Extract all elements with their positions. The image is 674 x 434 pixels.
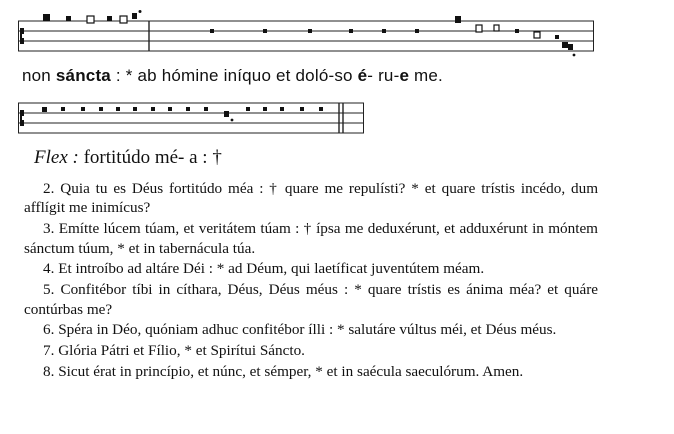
neume xyxy=(415,29,419,33)
neume xyxy=(476,25,482,32)
neume xyxy=(133,107,137,111)
neume xyxy=(43,14,50,21)
neume xyxy=(186,107,190,111)
staff-1-notation xyxy=(18,10,594,60)
neume xyxy=(61,107,65,111)
lyric-segment: : * ab hómine iníquo et doló-so xyxy=(110,66,358,85)
flex-line xyxy=(34,147,222,169)
verse-number: 6. xyxy=(43,321,55,339)
neume xyxy=(116,107,120,111)
neume xyxy=(81,107,85,111)
flex-text: fortitúdo mé- a : † xyxy=(78,147,222,168)
neume xyxy=(151,107,155,111)
staff-2-notation xyxy=(18,97,364,137)
chant-staff-2 xyxy=(18,97,364,137)
neume xyxy=(168,107,172,111)
lyric-accent: sáncta xyxy=(55,66,111,85)
chant-staff-1 xyxy=(18,10,594,60)
neume xyxy=(66,16,71,21)
neume xyxy=(555,35,559,39)
verse-number: 4. xyxy=(43,260,55,278)
verse-text: Glória Pátri et Fílio, * et Spirítui Sáncto. xyxy=(58,342,305,360)
verse xyxy=(24,280,598,319)
lyric-accent: e xyxy=(399,66,410,85)
verse xyxy=(24,179,598,218)
neume xyxy=(300,107,304,111)
neume xyxy=(562,42,568,48)
neume xyxy=(263,107,267,111)
neume xyxy=(87,16,94,23)
neume xyxy=(319,107,323,111)
verse-number: 8. xyxy=(43,363,55,380)
neume xyxy=(308,29,312,33)
verse xyxy=(24,320,598,339)
neume xyxy=(534,32,540,38)
neume xyxy=(280,107,284,111)
neume xyxy=(210,29,214,33)
neume xyxy=(120,16,127,23)
neume xyxy=(204,107,208,111)
lyric-accent: é xyxy=(357,66,368,85)
neume xyxy=(224,111,229,117)
chant-lyric-line xyxy=(22,66,443,86)
neume xyxy=(382,29,386,33)
verse-number: 5. xyxy=(43,281,55,299)
verse xyxy=(24,362,598,381)
verse-text: Emítte lúcem túam, et veritátem túam : † ípsa me deduxérunt, et adduxérunt in móntem sánctum túum, * et in tabernácula túa. xyxy=(24,220,598,257)
verse-text: Spéra in Déo, quóniam adhuc confitébor ílli : * salutáre vúltus méi, et Déus méus. xyxy=(58,321,557,339)
verse xyxy=(24,341,598,360)
neume xyxy=(568,44,573,50)
neume xyxy=(455,16,461,23)
neume xyxy=(515,29,519,33)
neume xyxy=(99,107,103,111)
verse xyxy=(24,259,598,278)
verse-number: 7. xyxy=(43,342,55,360)
neume xyxy=(349,29,353,33)
lyric-segment: - ru- xyxy=(367,66,400,85)
verse-text: Et introíbo ad altáre Déi : * ad Déum, qui laetíficat juventútem méam. xyxy=(58,260,485,278)
neume xyxy=(132,13,137,19)
verse-text: Sicut érat in princípio, et núnc, et sémper, * et in saécula saeculórum. Amen. xyxy=(58,363,524,380)
neume xyxy=(263,29,267,33)
neume xyxy=(246,107,250,111)
flex-label: Flex : xyxy=(34,147,79,168)
neume xyxy=(42,107,47,112)
verse xyxy=(24,219,598,258)
neume xyxy=(107,16,112,21)
psalm-verses xyxy=(24,179,598,383)
verse-text: Quia tu es Déus fortitúdo méa : † quare me repulísti? * et quare trístis incédo, dum afflígit me inimícus? xyxy=(24,180,599,217)
lyric-segment: non xyxy=(22,66,56,85)
verse-number: 2. xyxy=(43,180,55,197)
verse-number: 3. xyxy=(43,220,55,238)
neume xyxy=(494,25,499,31)
lyric-segment: me. xyxy=(409,66,443,85)
verse-text: Confitébor tíbi in cíthara, Déus, Déus méus : * quare trístis es ánima méa? et quáre contúrbas me? xyxy=(24,281,599,318)
